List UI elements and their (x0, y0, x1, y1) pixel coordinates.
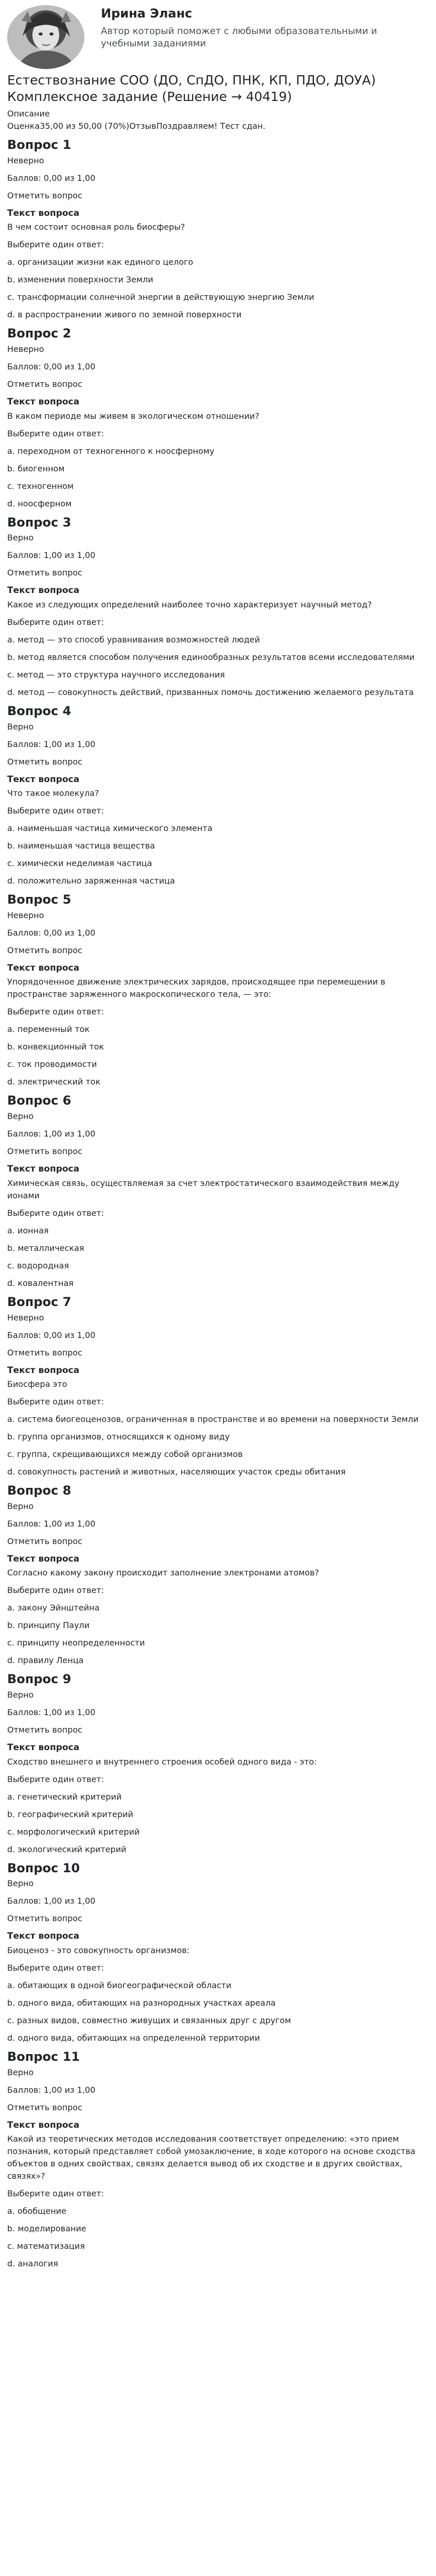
answer-option[interactable]: b. биогенном (7, 463, 65, 473)
answer-option[interactable]: d. правилу Ленца (7, 1655, 84, 1666)
answer-option[interactable]: d. экологический критерий (7, 1844, 127, 1854)
author-description: Автор который поможет с любыми образовательными и учебными заданиями (101, 25, 377, 49)
question-block (7, 1295, 429, 1478)
author-avatar (7, 5, 84, 69)
flag-question-button[interactable]: Отметить вопрос (7, 568, 82, 578)
page-title: Естествознание СОО (ДО, СпДО, ПНК, КП, ПДО, ДОУА) Комплексное задание (Решение → 40419) (7, 73, 376, 104)
answer-list (7, 822, 429, 887)
question-score: Баллов: 0,00 из 1,00 (7, 173, 96, 183)
answer-option[interactable]: b. принципу Паули (7, 1620, 90, 1631)
question-score: Баллов: 1,00 из 1,00 (7, 1707, 96, 1718)
question-block (7, 704, 429, 887)
answer-prompt: Выберите один ответ: (7, 806, 104, 816)
question-score: Баллов: 1,00 из 1,00 (7, 739, 96, 749)
question-text-label: Текст вопроса (7, 1164, 80, 1175)
answer-option[interactable]: a. генетический критерий (7, 1791, 122, 1802)
question-text: Биосфера это (7, 1379, 67, 1389)
question-block (7, 515, 429, 699)
question-text-label: Текст вопроса (7, 1931, 80, 1942)
answer-prompt: Выберите один ответ: (7, 1007, 104, 1017)
flag-question-button[interactable]: Отметить вопрос (7, 756, 82, 767)
question-status: Верно (7, 2067, 34, 2077)
question-text: Какой из теоретических методов исследования соответствует определению: «это прием познания, который представляет собой умозаключение, в ходе которого на основе сходства объектов в одних свойствах, связях делается вывод об их сходстве и в других свойствах, связях»? (7, 2134, 415, 2181)
answer-option[interactable]: d. в распространении живого по земной поверхности (7, 310, 242, 320)
answer-option[interactable]: b. одного вида, обитающих на разнородных участках ареала (7, 1997, 276, 2008)
answer-option[interactable]: c. принципу неопределенности (7, 1638, 145, 1648)
description-label: Описание (7, 109, 50, 118)
question-title: Вопрос 3 (7, 515, 72, 530)
question-status: Неверно (7, 1312, 44, 1323)
answer-option[interactable]: a. переменный ток (7, 1024, 90, 1035)
flag-question-button[interactable]: Отметить вопрос (7, 379, 82, 389)
question-status: Верно (7, 533, 34, 543)
answer-list (7, 1979, 429, 2044)
answer-option[interactable]: d. аналогия (7, 2259, 58, 2269)
question-score: Баллов: 0,00 из 1,00 (7, 927, 96, 938)
question-text: Какое из следующих определений наиболее точно характеризует научный метод? (7, 599, 372, 609)
author-name[interactable]: Ирина Эланс (101, 6, 193, 21)
question-text-label: Текст вопроса (7, 774, 80, 785)
flag-question-button[interactable]: Отметить вопрос (7, 1146, 82, 1157)
flag-question-button[interactable]: Отметить вопрос (7, 1347, 82, 1358)
question-block (7, 138, 429, 321)
question-title: Вопрос 2 (7, 326, 72, 341)
answer-prompt: Выберите один ответ: (7, 1208, 104, 1218)
answer-option[interactable]: c. разных видов, совместно живущих и связанных друг с другом (7, 2015, 291, 2025)
answer-option[interactable]: d. ноосферном (7, 498, 72, 509)
question-text: Биоценоз - это совокупность организмов: (7, 1945, 190, 1955)
question-block (7, 2049, 429, 2270)
answer-option[interactable]: c. ток проводимости (7, 1059, 97, 1070)
question-title: Вопрос 7 (7, 1294, 72, 1309)
answer-option[interactable]: a. наименьшая частица химического элемента (7, 823, 213, 834)
answer-option[interactable]: c. метод — это структура научного исследования (7, 669, 225, 680)
question-text-label: Текст вопроса (7, 208, 80, 218)
avatar-image (7, 5, 84, 69)
question-title: Вопрос 10 (7, 1860, 80, 1875)
answer-option[interactable]: b. моделирование (7, 2224, 86, 2234)
question-title: Вопрос 1 (7, 138, 72, 152)
answer-list (7, 256, 429, 321)
answer-list (7, 1023, 429, 1088)
answer-prompt: Выберите один ответ: (7, 1962, 104, 1973)
question-block (7, 892, 429, 1088)
question-status: Верно (7, 1690, 34, 1700)
answer-option[interactable]: a. метод — это способ уравнивания возможностей людей (7, 634, 260, 645)
flag-question-button[interactable]: Отметить вопрос (7, 190, 82, 200)
question-text: В каком периоде мы живем в экологическом отношении? (7, 411, 259, 421)
author-block (7, 5, 429, 69)
flag-question-button[interactable]: Отметить вопрос (7, 945, 82, 955)
question-score: Баллов: 0,00 из 1,00 (7, 1330, 96, 1340)
answer-option[interactable]: c. группа, скрещивающихся между собой организмов (7, 1449, 243, 1460)
question-text-label: Текст вопроса (7, 2120, 80, 2130)
answer-list (7, 1602, 429, 1667)
question-text-label: Текст вопроса (7, 962, 80, 973)
question-block (7, 1093, 429, 1289)
question-text-label: Текст вопроса (7, 1553, 80, 1564)
answer-option[interactable]: c. водородная (7, 1260, 69, 1270)
answer-option[interactable]: a. закону Эйнштейна (7, 1603, 100, 1613)
answer-prompt: Выберите один ответ: (7, 1774, 104, 1784)
question-status: Неверно (7, 910, 44, 920)
answer-option[interactable]: d. положительно заряженная частица (7, 876, 175, 886)
answer-option[interactable]: a. система биогеоценозов, ограниченная в пространстве и во времени на поверхности Земли (7, 1414, 418, 1425)
answer-list (7, 1225, 429, 1290)
answer-option[interactable]: b. наименьшая частица вещества (7, 841, 155, 851)
answer-option[interactable]: b. изменении поверхности Земли (7, 275, 153, 285)
answer-option[interactable]: b. географический критерий (7, 1809, 133, 1819)
answer-option[interactable]: c. морфологический критерий (7, 1826, 140, 1837)
question-status: Верно (7, 1111, 34, 1122)
question-score: Баллов: 1,00 из 1,00 (7, 1896, 96, 1906)
answer-prompt: Выберите один ответ: (7, 2189, 104, 2199)
question-text-label: Текст вопроса (7, 585, 80, 596)
answer-option[interactable]: b. конвекционный ток (7, 1042, 104, 1052)
question-text: Сходство внешнего и внутреннего строения особей одного вида - это: (7, 1756, 317, 1767)
question-block (7, 1483, 429, 1667)
question-title: Вопрос 5 (7, 892, 72, 907)
answer-option[interactable]: c. математизация (7, 2241, 85, 2251)
question-status: Неверно (7, 344, 44, 354)
question-status: Неверно (7, 155, 44, 165)
answer-option[interactable]: d. метод — совокупность действий, призванных помочь достижению желаемого результата (7, 687, 414, 697)
question-title: Вопрос 4 (7, 703, 72, 718)
question-score: Баллов: 1,00 из 1,00 (7, 2084, 96, 2095)
answer-option[interactable]: a. переходном от техногенного к ноосферному (7, 446, 215, 456)
answer-prompt: Выберите один ответ: (7, 617, 104, 627)
question-text-label: Текст вопроса (7, 1365, 80, 1376)
question-text: Упорядоченное движение электрических зарядов, происходящее при перемещении в пространстве заряженного макроскопического тела, — это: (7, 977, 386, 999)
question-status: Верно (7, 1501, 34, 1511)
question-title: Вопрос 9 (7, 1672, 72, 1687)
question-title: Вопрос 8 (7, 1483, 72, 1498)
question-text-label: Текст вопроса (7, 1742, 80, 1753)
answer-prompt: Выберите один ответ: (7, 428, 104, 438)
answer-option[interactable]: a. организации жизни как единого целого (7, 257, 194, 267)
answer-option[interactable]: b. метод является способом получения единообразных результатов всеми исследователями (7, 652, 415, 662)
answer-option[interactable]: c. трансформации солнечной энергии в действующую энергию Земли (7, 292, 315, 302)
answer-option[interactable]: a. ионная (7, 1225, 49, 1235)
answer-prompt: Выберите один ответ: (7, 1397, 104, 1407)
question-title: Вопрос 11 (7, 2049, 80, 2064)
question-block (7, 1861, 429, 2044)
flag-question-button[interactable]: Отметить вопрос (7, 1913, 82, 1924)
answer-option[interactable]: c. химически неделимая частица (7, 858, 152, 869)
flag-question-button[interactable]: Отметить вопрос (7, 2102, 82, 2112)
question-text: В чем состоит основная роль биосферы? (7, 222, 185, 232)
answer-option[interactable]: a. обобщение (7, 2206, 66, 2216)
question-block (7, 326, 429, 510)
questions-list (7, 138, 429, 2270)
question-score: Баллов: 1,00 из 1,00 (7, 1129, 96, 1139)
answer-list (7, 445, 429, 510)
answer-prompt: Выберите один ответ: (7, 1585, 104, 1596)
question-text: Согласно какому закону происходит заполнение электронами атомов? (7, 1568, 319, 1578)
question-score: Баллов: 0,00 из 1,00 (7, 362, 96, 372)
answer-list (7, 1413, 429, 1478)
question-status: Верно (7, 1878, 34, 1889)
test-summary: Оценка35,00 из 50,00 (70%)ОтзывПоздравляем! Тест сдан. (7, 121, 266, 131)
answer-option[interactable]: a. обитающих в одной биогеографической области (7, 1980, 232, 1990)
question-status: Верно (7, 721, 34, 732)
answer-list (7, 634, 429, 699)
question-title: Вопрос 6 (7, 1093, 72, 1108)
answer-option[interactable]: d. совокупность растений и животных, населяющих участок среды обитания (7, 1467, 346, 1477)
flag-question-button[interactable]: Отметить вопрос (7, 1725, 82, 1735)
author-info (84, 5, 389, 50)
question-text: Химическая связь, осуществляемая за счет электростатического взаимодействия между ионами (7, 1178, 399, 1200)
answer-prompt: Выберите один ответ: (7, 240, 104, 250)
answer-list (7, 2205, 429, 2270)
question-block (7, 1672, 429, 1855)
answer-option[interactable]: b. металлическая (7, 1243, 84, 1253)
question-score: Баллов: 1,00 из 1,00 (7, 550, 96, 561)
answer-option[interactable]: b. группа организмов, относящихся к одному виду (7, 1432, 230, 1442)
question-score: Баллов: 1,00 из 1,00 (7, 1518, 96, 1529)
answer-option[interactable]: d. ковалентная (7, 1278, 74, 1288)
question-text-label: Текст вопроса (7, 397, 80, 408)
flag-question-button[interactable]: Отметить вопрос (7, 1536, 82, 1546)
answer-option[interactable]: d. одного вида, обитающих на определенной территории (7, 2032, 260, 2043)
answer-list (7, 1791, 429, 1856)
answer-option[interactable]: c. техногенном (7, 481, 74, 491)
question-text: Что такое молекула? (7, 788, 99, 799)
answer-option[interactable]: d. электрический ток (7, 1077, 101, 1087)
